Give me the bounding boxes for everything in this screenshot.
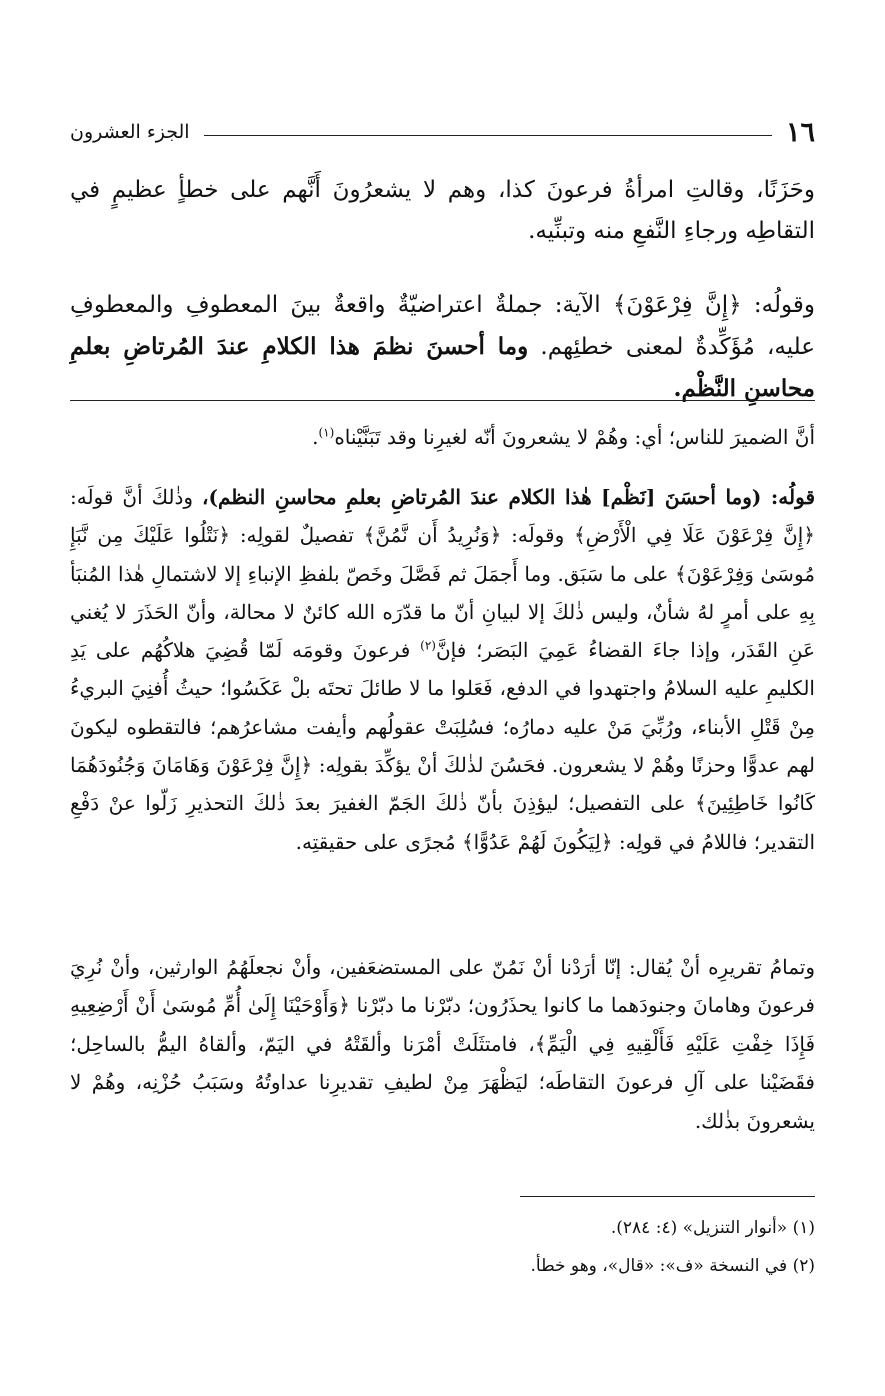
footnote-ref-1: (١) <box>318 425 335 440</box>
sharh-text: فرعونَ وقومَه لَمّا قُضِيَ هلاكُهُم على يَدِ الكليمِ عليه السلامُ واجتهدوا في الدفع، فَعَلوا ما لا طائلَ تحتَه بلْ عَكَسُوا؛ حيثُ أُفنِيَ البريءُ مِنْ قَتْلِ الأبناء، ورُبِّيَ مَنْ عليه دمارُه؛ فسُلِبَتْ عقولُهم وأيفت مشاعرُهم؛ فالتقطوه ليكونَ لهم عدوًّا وحزنًا وهُمْ لا يشعرون. فحَسُنَ لذٰلكَ أنْ يؤكِّدَ بقولِه: ﴿إِنَّ فِرْعَوْنَ وَهَامَانَ وَجُنُودَهُمَا كَانُوا خَاطِئِينَ﴾ على التفصيل؛ ليؤذِنَ بأنّ ذٰلكَ الجَمّ الغفيرَ بعدَ ذٰلكَ التحذيرِ زَلّوا عنْ دَفْعِ التقدير؛ فاللامُ في قولِه: ﴿لِيَكُونَ لَهُمْ عَدُوًّا﴾ مُجرًى على حقيقتِه. <box>70 638 815 854</box>
footnote-1: (١) «أنوار التنزيل» (٤: ٢٨٤). <box>610 1218 815 1238</box>
header-rule <box>204 135 772 136</box>
sharh-text: أنَّ الضميرَ للناس؛ أي: وهُمْ لا يشعرونَ أنّه لغيرِنا وقد تَبَنَّيْناه <box>334 425 815 449</box>
sharh-text: وتمامُ تقريرِه أنْ يُقال: إنّا أرَدْنا أنْ نَمُنّ على المستضعَفين، وأنْ نجعلَهُمُ الوارثين، وأنْ نُرِيَ فرعونَ وهامانَ وجنودَهما ما كانوا يحذَرُون؛ دبّرْنا ما دبّرْنا ﴿وَأَوْحَيْنَا إِلَىٰ أُمِّ مُوسَىٰ أَنْ أَرْضِعِيهِ فَإِذَا خِفْتِ عَلَيْهِ فَأَلْقِيهِ فِي الْيَمِّ﴾، فامتثَلَتْ أمْرَنا وألقَتْهُ في اليَمّ، وألقاهُ اليمُّ بالساحِل؛ فقَضَيْنا على آلِ فرعونَ التقاطَه؛ ليَظْهَرَ مِنْ لطيفِ تقديرِنا عداوتُهُ وسَبَبُ حُزْنِه، وهُمْ لا يشعرونَ بذٰلك. <box>70 955 816 1133</box>
page-number: ١٦ <box>785 116 815 148</box>
footnote-2: (٢) في النسخة «ف»: «قال»، وهو خطأ. <box>530 1256 815 1276</box>
sharh-lemma: قولُه: (وما أحسَنَ [نَظْم] هٰذا الكلام عندَ المُرتاضِ بعلمِ محاسنِ النظم)، <box>202 485 816 509</box>
running-title: الجزء العشرون <box>70 121 190 143</box>
matn-paragraph-2 <box>70 285 815 410</box>
sharh-text: . <box>312 425 319 449</box>
page-header <box>70 112 815 152</box>
footnote-divider <box>520 1196 815 1197</box>
matn-bold-text: وما أحسنَ نظمَ هذا الكلامِ عندَ المُرتاضِ بعلمِ محاسنِ النَّظْم. <box>70 333 815 402</box>
sharh-paragraph-0 <box>70 418 815 456</box>
sharh-text: وذٰلكَ أنَّ قولَه: ﴿إِنَّ فِرْعَوْنَ عَلَا فِي الْأَرْضِ﴾ وقولَه: ﴿وَنُرِيدُ أَن نَّمُنَّ﴾ تفصيلٌ لقولِه: ﴿نَتْلُوا عَلَيْكَ مِن نَّبَإِ مُوسَىٰ وَفِرْعَوْنَ﴾ على ما سَبَق. وما أَجمَلَ ثم فَصَّلَ وخَصّ بلفظِ الإنباءِ إلا لاشتمالِ هٰذا المُنبَأ بِهِ على أمرٍ لهُ شأنٌ، وليس ذٰلكَ إلا لبيانِ أنّ ما قدّرَه الله كائنٌ لا محالة، وأنّ الحَذَرَ لا يُغني عَنِ القَدَر، وإذا جاءَ القضاءُ عَمِيَ البَصَر؛ فإنَّ <box>70 485 816 663</box>
matn-paragraph-1 <box>70 170 815 252</box>
matn-text: وحَزَنًا، وقالتِ امرأةُ فرعونَ كذا، وهم لا يشعرُونَ أَنَّهم على خطأٍ عظيمٍ في التقاطِه ورجاءِ النَّفعِ منه وتبنِّيه. <box>70 177 815 244</box>
matn-sharh-divider <box>70 400 815 401</box>
sharh-paragraph-1 <box>70 478 815 861</box>
matn-text: وقولُه: ﴿إِنَّ فِرْعَوْنَ﴾ الآية: جملةٌ اعتراضيّةٌ واقعةٌ بينَ المعطوفِ والمعطوفِ عليه، مُؤَكِّدةٌ لمعنى خطئِهم. <box>70 292 815 360</box>
sharh-paragraph-2 <box>70 948 815 1140</box>
footnote-ref-2: (٢) <box>420 638 436 653</box>
